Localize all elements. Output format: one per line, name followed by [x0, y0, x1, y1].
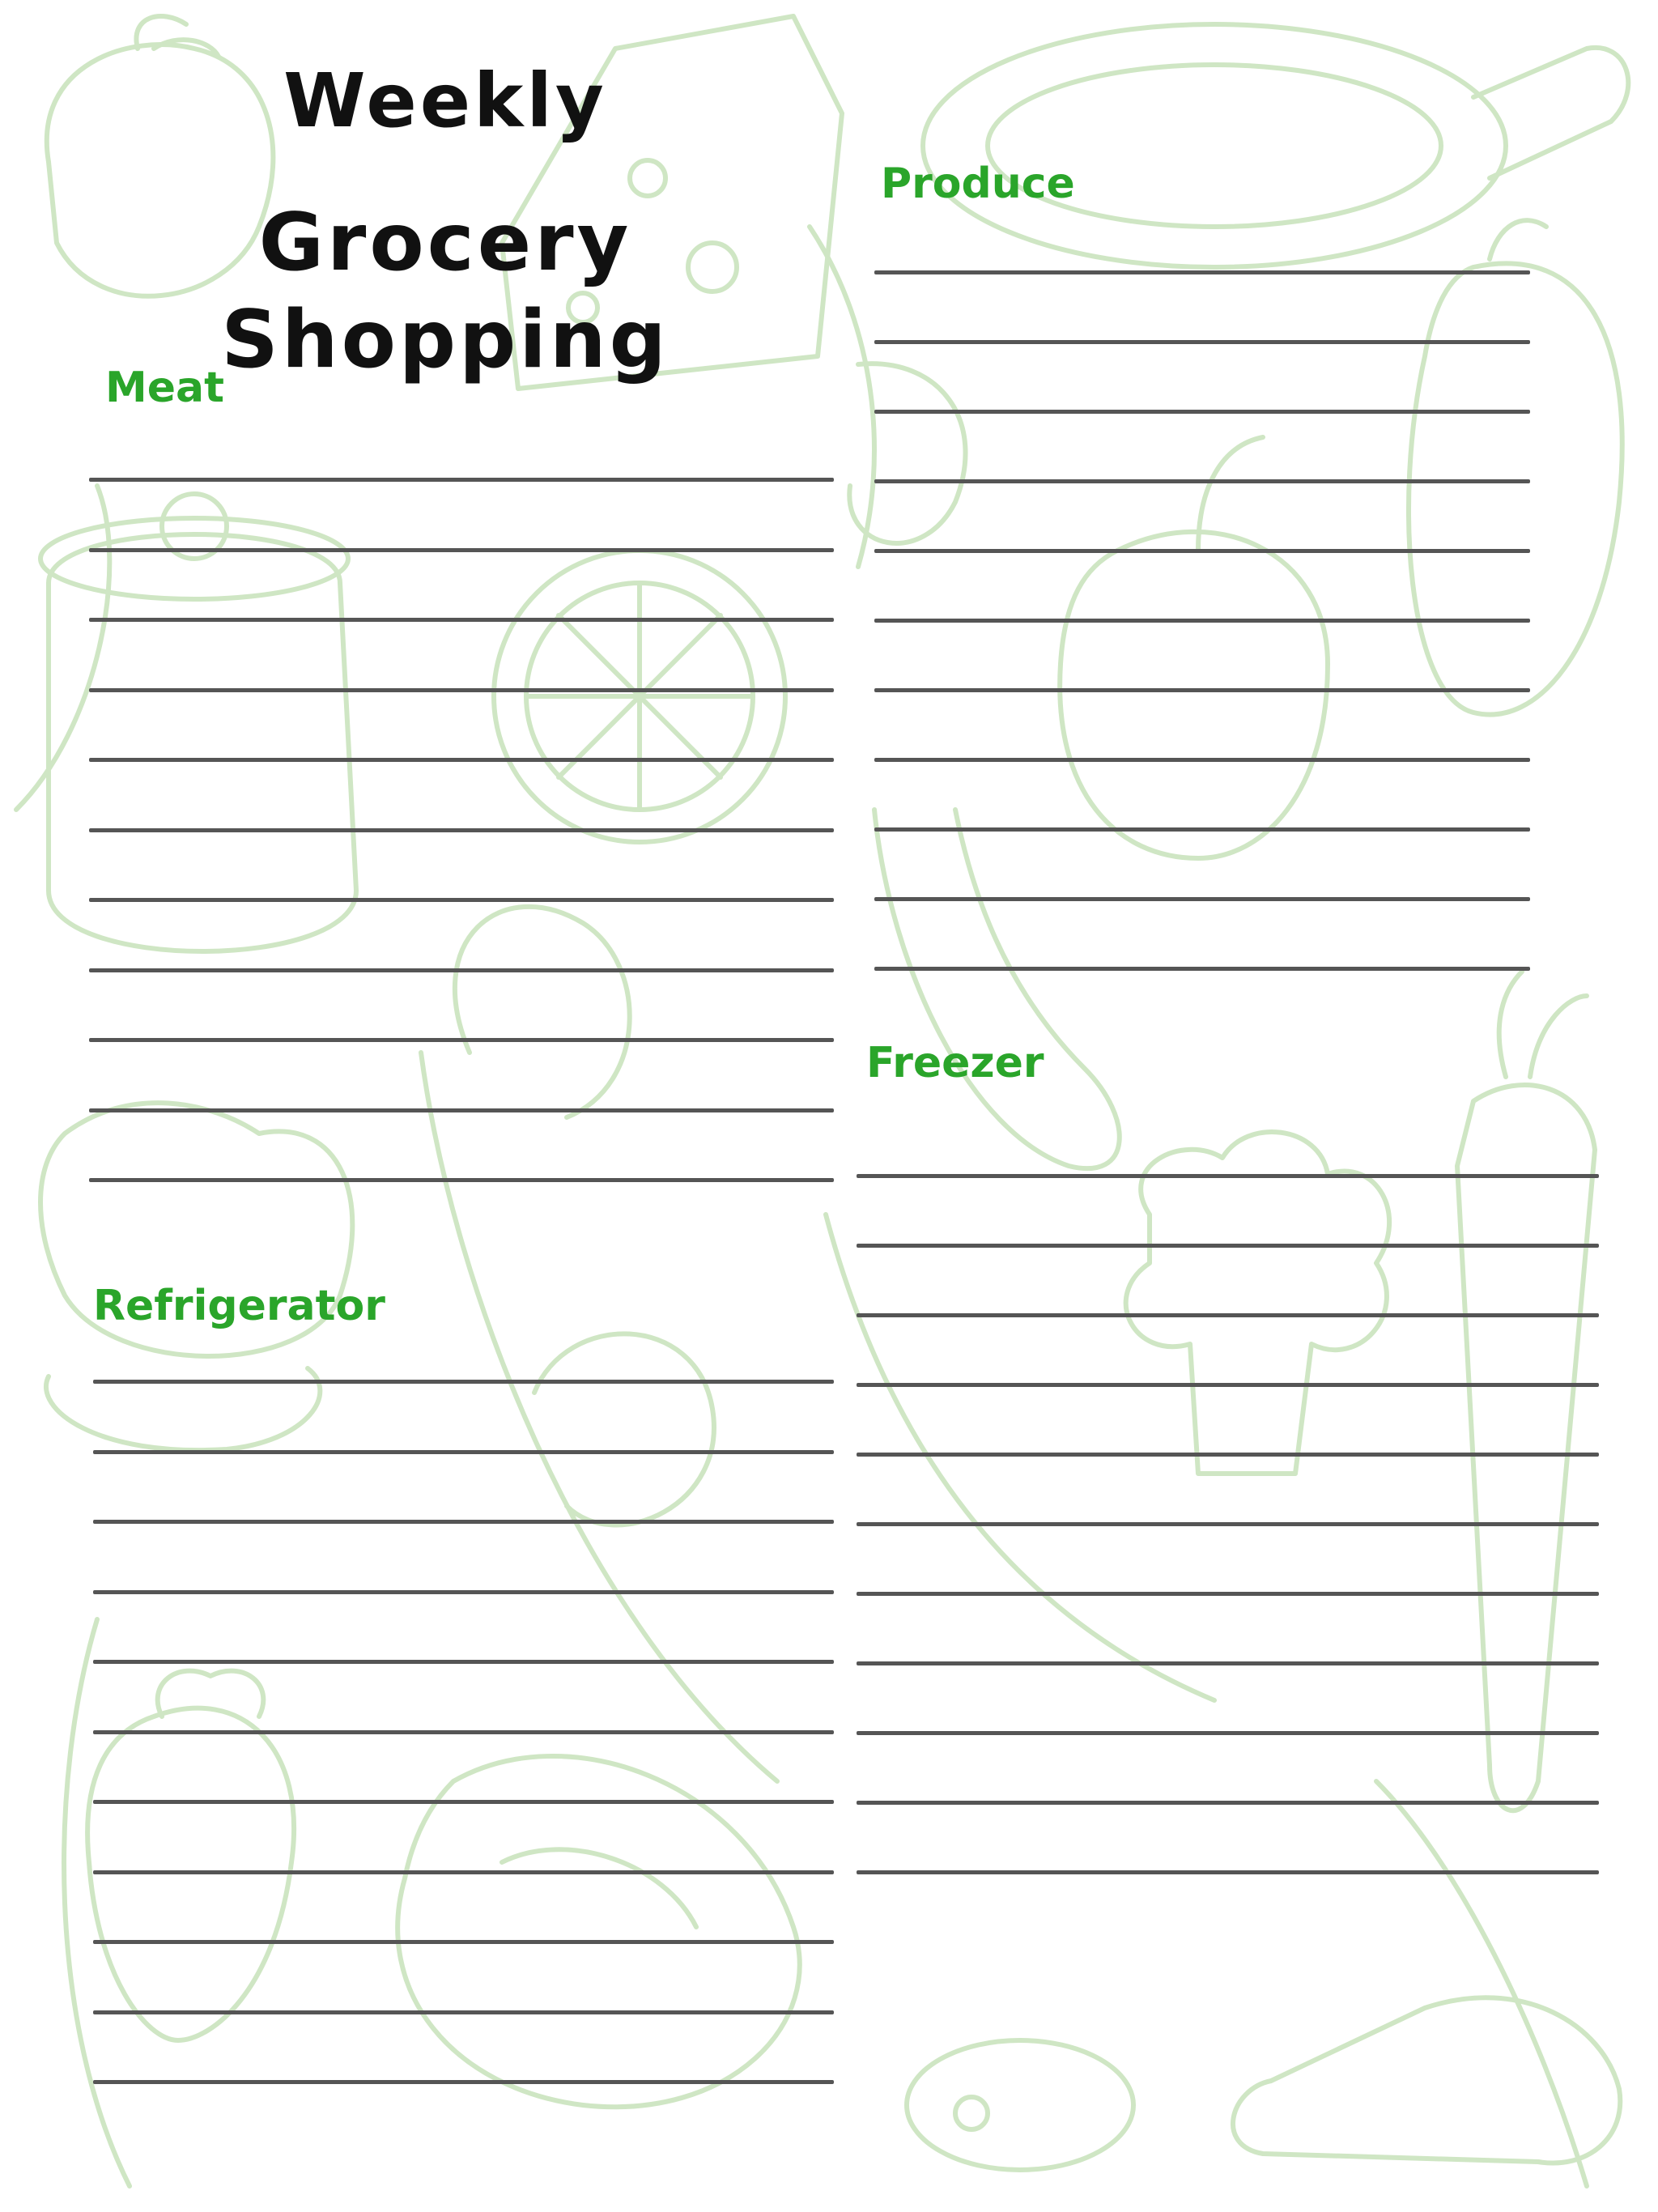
produce-write-line[interactable]	[874, 758, 1530, 762]
refrigerator-write-line[interactable]	[93, 1800, 834, 1804]
title-line-grocery-shopping: Grocery Shopping	[221, 197, 670, 386]
refrigerator-write-line[interactable]	[93, 1380, 834, 1384]
produce-write-line[interactable]	[874, 549, 1530, 553]
refrigerator-write-line[interactable]	[93, 2010, 834, 2014]
produce-write-line[interactable]	[874, 688, 1530, 692]
meat-write-line[interactable]	[89, 478, 834, 482]
produce-write-line[interactable]	[874, 897, 1530, 901]
freezer-write-line[interactable]	[857, 1244, 1599, 1248]
freezer-write-line[interactable]	[857, 1383, 1599, 1387]
produce-write-line[interactable]	[874, 619, 1530, 623]
freezer-write-line[interactable]	[857, 1174, 1599, 1178]
meat-write-line[interactable]	[89, 1178, 834, 1182]
produce-write-line[interactable]	[874, 827, 1530, 832]
freezer-write-line[interactable]	[857, 1522, 1599, 1526]
meat-write-line[interactable]	[89, 968, 834, 972]
meat-write-line[interactable]	[89, 828, 834, 832]
meat-write-line[interactable]	[89, 1038, 834, 1042]
section-heading-refrigerator: Refrigerator	[93, 1282, 385, 1330]
meat-write-line[interactable]	[89, 548, 834, 552]
title-line-weekly: Weekly	[283, 57, 607, 144]
freezer-write-line[interactable]	[857, 1453, 1599, 1457]
freezer-write-line[interactable]	[857, 1661, 1599, 1665]
refrigerator-write-line[interactable]	[93, 1870, 834, 1874]
freezer-write-line[interactable]	[857, 1313, 1599, 1317]
produce-write-line[interactable]	[874, 967, 1530, 971]
freezer-write-line[interactable]	[857, 1731, 1599, 1735]
refrigerator-write-line[interactable]	[93, 1590, 834, 1594]
refrigerator-write-line[interactable]	[93, 1730, 834, 1734]
meat-write-line[interactable]	[89, 758, 834, 762]
meat-write-line[interactable]	[89, 688, 834, 692]
produce-write-line[interactable]	[874, 479, 1530, 483]
section-heading-meat: Meat	[105, 364, 224, 412]
refrigerator-write-line[interactable]	[93, 1660, 834, 1664]
produce-write-line[interactable]	[874, 410, 1530, 414]
freezer-write-line[interactable]	[857, 1801, 1599, 1805]
produce-write-line[interactable]	[874, 270, 1530, 274]
meat-write-line[interactable]	[89, 898, 834, 902]
produce-write-line[interactable]	[874, 340, 1530, 344]
section-heading-produce: Produce	[881, 160, 1075, 208]
refrigerator-write-line[interactable]	[93, 1450, 834, 1454]
freezer-write-line[interactable]	[857, 1870, 1599, 1874]
refrigerator-write-line[interactable]	[93, 2080, 834, 2084]
refrigerator-write-line[interactable]	[93, 1520, 834, 1524]
refrigerator-write-line[interactable]	[93, 1940, 834, 1944]
section-heading-freezer: Freezer	[866, 1039, 1044, 1087]
freezer-write-line[interactable]	[857, 1592, 1599, 1596]
meat-write-line[interactable]	[89, 1108, 834, 1112]
meat-write-line[interactable]	[89, 618, 834, 622]
